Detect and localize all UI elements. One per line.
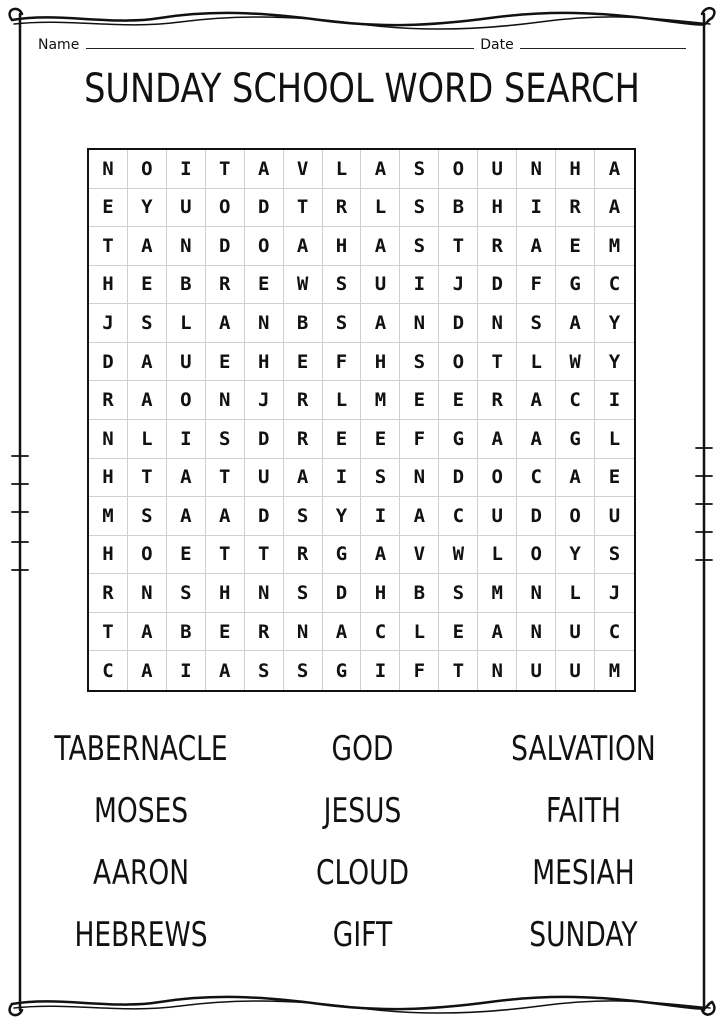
word-list-item: SUNDAY xyxy=(529,915,638,955)
grid-cell[interactable]: M xyxy=(608,659,621,682)
grid-cell[interactable]: D xyxy=(323,574,362,613)
grid-cell[interactable]: F xyxy=(323,343,362,382)
grid-cell[interactable]: H xyxy=(89,459,128,498)
grid-cell[interactable]: Y xyxy=(595,343,634,382)
grid-cell[interactable]: D xyxy=(245,189,284,228)
grid-cell[interactable]: A xyxy=(517,381,556,420)
grid-cell[interactable]: T xyxy=(206,536,245,575)
grid-cell[interactable]: R xyxy=(323,189,362,228)
grid-cell[interactable]: M xyxy=(478,574,517,613)
grid-cell[interactable]: O xyxy=(167,381,206,420)
grid-cell[interactable]: R xyxy=(89,574,128,613)
grid-cell[interactable]: T xyxy=(439,227,478,266)
grid-cell[interactable]: A xyxy=(128,381,167,420)
grid-cell[interactable]: T xyxy=(89,613,128,652)
grid-cell[interactable]: E xyxy=(556,227,595,266)
word-list-item: JESUS xyxy=(323,791,402,831)
grid-cell[interactable]: O xyxy=(517,536,556,575)
grid-cell[interactable]: I xyxy=(361,651,400,690)
name-field[interactable] xyxy=(86,34,474,49)
grid-cell[interactable]: R xyxy=(245,613,284,652)
grid-cell[interactable]: D xyxy=(439,304,478,343)
grid-cell[interactable]: I xyxy=(167,150,206,189)
grid-cell[interactable]: A xyxy=(206,304,245,343)
grid-cell[interactable]: N xyxy=(245,574,284,613)
grid-cell[interactable]: E xyxy=(361,420,400,459)
grid-cell[interactable]: E xyxy=(206,613,245,652)
grid-cell[interactable]: S xyxy=(517,304,556,343)
grid-cell[interactable]: H xyxy=(361,343,400,382)
grid-cell[interactable]: S xyxy=(595,536,634,575)
grid-cell[interactable]: S xyxy=(167,574,206,613)
grid-cell[interactable]: E xyxy=(128,266,167,305)
grid-cell[interactable]: C xyxy=(439,497,478,536)
grid-cell[interactable]: Y xyxy=(323,497,362,536)
grid-cell[interactable]: U xyxy=(167,189,206,228)
grid-cell[interactable]: U xyxy=(167,343,206,382)
grid-cell[interactable]: I xyxy=(595,381,634,420)
grid-cell[interactable]: S xyxy=(245,651,284,690)
grid-cell[interactable]: A xyxy=(556,459,595,498)
grid-cell[interactable]: S xyxy=(128,497,167,536)
grid-cell[interactable]: U xyxy=(478,497,517,536)
grid-cell[interactable]: R xyxy=(478,381,517,420)
grid-cell[interactable]: M xyxy=(89,497,128,536)
grid-cell[interactable]: T xyxy=(128,459,167,498)
grid-cell[interactable]: L xyxy=(517,343,556,382)
grid-cell[interactable]: A xyxy=(284,459,323,498)
grid-cell[interactable]: A xyxy=(206,497,245,536)
grid-cell[interactable]: A xyxy=(128,343,167,382)
grid-cell[interactable]: B xyxy=(400,574,439,613)
grid-cell[interactable]: N xyxy=(89,420,128,459)
grid-cell[interactable]: T xyxy=(439,651,478,690)
grid-cell[interactable]: J xyxy=(595,574,634,613)
grid-cell[interactable]: B xyxy=(284,304,323,343)
date-label: Date xyxy=(480,37,514,53)
grid-cell[interactable]: E xyxy=(439,381,478,420)
grid-cell[interactable]: G xyxy=(323,651,362,690)
grid-cell[interactable]: S xyxy=(284,651,323,690)
grid-cell[interactable]: O xyxy=(206,189,245,228)
grid-cell[interactable]: S xyxy=(400,343,439,382)
grid-cell[interactable]: A xyxy=(323,613,362,652)
word-search-grid xyxy=(87,148,636,692)
word-list-item: AARON xyxy=(92,853,190,893)
grid-cell[interactable]: U xyxy=(478,150,517,189)
grid-cell[interactable]: A xyxy=(478,613,517,652)
grid-cell[interactable]: F xyxy=(400,651,439,690)
grid-cell[interactable]: I xyxy=(167,651,206,690)
grid-cell[interactable]: B xyxy=(167,613,206,652)
grid-cell[interactable]: H xyxy=(245,343,284,382)
word-list-item: HEBREWS xyxy=(74,915,208,955)
grid-cell[interactable]: D xyxy=(245,497,284,536)
word-list-item: SALVATION xyxy=(511,729,656,769)
word-list-item: GOD xyxy=(331,729,394,769)
grid-cell[interactable]: S xyxy=(361,459,400,498)
grid-cell[interactable]: G xyxy=(556,266,595,305)
grid-cell[interactable]: T xyxy=(478,343,517,382)
grid-cell[interactable]: N xyxy=(400,304,439,343)
grid-cell[interactable]: B xyxy=(439,189,478,228)
grid-cell[interactable]: O xyxy=(478,459,517,498)
grid-cell[interactable]: A xyxy=(128,227,167,266)
grid-cell[interactable]: L xyxy=(400,613,439,652)
grid-cell[interactable]: A xyxy=(361,227,400,266)
grid-cell[interactable]: C xyxy=(89,651,128,690)
grid-cell[interactable]: R xyxy=(284,381,323,420)
grid-cell[interactable]: I xyxy=(167,420,206,459)
grid-cell[interactable]: N xyxy=(400,459,439,498)
grid-cell[interactable]: E xyxy=(323,420,362,459)
grid-cell[interactable]: N xyxy=(478,304,517,343)
grid-cell[interactable]: N xyxy=(517,613,556,652)
grid-cell[interactable]: H xyxy=(206,574,245,613)
grid-cell[interactable]: A xyxy=(245,150,284,189)
grid-cell[interactable]: O xyxy=(439,343,478,382)
grid-cell[interactable]: M xyxy=(361,381,400,420)
grid-cell[interactable]: N xyxy=(517,574,556,613)
grid-cell[interactable]: E xyxy=(245,266,284,305)
grid-cell[interactable]: T xyxy=(206,459,245,498)
grid-cell[interactable]: F xyxy=(400,420,439,459)
grid-cell[interactable]: D xyxy=(89,343,128,382)
grid-cell[interactable]: N xyxy=(517,150,556,189)
grid-cell[interactable]: H xyxy=(556,150,595,189)
date-field[interactable] xyxy=(520,34,686,49)
grid-cell[interactable]: O xyxy=(128,150,167,189)
grid-cell[interactable]: G xyxy=(439,420,478,459)
grid-cell[interactable]: T xyxy=(284,189,323,228)
grid-cell[interactable]: T xyxy=(89,227,128,266)
grid-cell[interactable]: I xyxy=(323,459,362,498)
grid-cell[interactable]: D xyxy=(206,227,245,266)
grid-cell[interactable]: I xyxy=(361,497,400,536)
grid-cell[interactable]: C xyxy=(517,459,556,498)
grid-cell[interactable]: E xyxy=(167,536,206,575)
grid-cell[interactable]: N xyxy=(128,574,167,613)
grid-cell[interactable]: E xyxy=(400,381,439,420)
grid-cell[interactable]: S xyxy=(284,574,323,613)
grid-cell[interactable]: S xyxy=(439,574,478,613)
grid-cell[interactable]: A xyxy=(128,613,167,652)
grid-cell[interactable]: W xyxy=(284,266,323,305)
grid-cell[interactable]: E xyxy=(284,343,323,382)
grid-cell[interactable]: A xyxy=(517,227,556,266)
name-date-line xyxy=(38,34,688,53)
grid-cell[interactable]: R xyxy=(284,420,323,459)
grid-cell[interactable]: T xyxy=(245,536,284,575)
grid-cell[interactable]: S xyxy=(284,497,323,536)
grid-cell[interactable]: A xyxy=(361,150,400,189)
grid-cell[interactable]: V xyxy=(400,536,439,575)
grid-cell[interactable]: R xyxy=(89,381,128,420)
grid-cell[interactable]: L xyxy=(128,420,167,459)
grid-cell[interactable]: O xyxy=(439,150,478,189)
grid-cell[interactable]: R xyxy=(556,189,595,228)
grid-cell[interactable]: O xyxy=(245,227,284,266)
word-list-item: TABERNACLE xyxy=(54,729,228,769)
grid-cell[interactable]: L xyxy=(556,574,595,613)
grid-cell[interactable]: D xyxy=(439,459,478,498)
grid-cell[interactable]: S xyxy=(400,189,439,228)
grid-cell[interactable]: D xyxy=(478,266,517,305)
grid-cell[interactable]: N xyxy=(206,381,245,420)
grid-cell[interactable]: A xyxy=(595,189,634,228)
grid-cell[interactable]: N xyxy=(89,150,128,189)
grid-cell[interactable]: O xyxy=(128,536,167,575)
grid-cell[interactable]: G xyxy=(323,536,362,575)
grid-cell[interactable]: E xyxy=(206,343,245,382)
word-list-item: MESIAH xyxy=(532,853,635,893)
grid-cell[interactable]: L xyxy=(167,304,206,343)
grid-cell[interactable]: U xyxy=(245,459,284,498)
grid-cell[interactable]: C xyxy=(556,381,595,420)
grid-cell[interactable]: A xyxy=(128,651,167,690)
grid-cell[interactable]: U xyxy=(517,651,556,690)
grid-cell[interactable]: W xyxy=(556,343,595,382)
grid-cell[interactable]: I xyxy=(517,189,556,228)
name-label: Name xyxy=(38,37,80,53)
grid-cell[interactable]: A xyxy=(167,459,206,498)
grid-cell[interactable]: L xyxy=(323,150,362,189)
grid-cell[interactable]: S xyxy=(323,266,362,305)
grid-cell[interactable]: M xyxy=(595,227,634,266)
grid-cell[interactable]: D xyxy=(517,497,556,536)
grid-cell[interactable]: H xyxy=(89,266,128,305)
grid-cell[interactable]: E xyxy=(89,189,128,228)
grid-cell[interactable]: A xyxy=(517,420,556,459)
grid-cell[interactable]: A xyxy=(361,536,400,575)
grid-cell[interactable]: I xyxy=(400,266,439,305)
grid-cell[interactable]: E xyxy=(595,459,634,498)
grid-cell[interactable]: A xyxy=(361,304,400,343)
grid-cell[interactable]: B xyxy=(167,266,206,305)
grid-cell[interactable]: U xyxy=(595,497,634,536)
grid-cell[interactable]: S xyxy=(400,150,439,189)
grid-cell[interactable]: A xyxy=(284,227,323,266)
grid-cell[interactable]: L xyxy=(323,381,362,420)
grid-cell[interactable]: C xyxy=(361,613,400,652)
grid-cell[interactable]: A xyxy=(556,304,595,343)
grid-cell[interactable]: C xyxy=(595,266,634,305)
grid-cell[interactable]: A xyxy=(595,150,634,189)
grid-cell[interactable]: U xyxy=(556,613,595,652)
grid-cell[interactable]: J xyxy=(89,304,128,343)
grid-cell[interactable]: U xyxy=(361,266,400,305)
grid-cell[interactable]: S xyxy=(323,304,362,343)
grid-cell[interactable]: Y xyxy=(556,536,595,575)
grid-cell[interactable]: N xyxy=(245,304,284,343)
grid-cell[interactable]: J xyxy=(245,381,284,420)
grid-cell[interactable]: R xyxy=(206,266,245,305)
word-list-item: FAITH xyxy=(546,791,621,831)
grid-cell[interactable]: L xyxy=(595,420,634,459)
grid-cell[interactable]: S xyxy=(128,304,167,343)
grid-cell[interactable]: H xyxy=(323,227,362,266)
grid-cell[interactable]: T xyxy=(206,150,245,189)
grid-cell[interactable]: N xyxy=(478,651,517,690)
grid-cell[interactable]: H xyxy=(361,574,400,613)
grid-cell[interactable]: G xyxy=(556,420,595,459)
grid-cell[interactable]: A xyxy=(167,497,206,536)
grid-cell[interactable]: Y xyxy=(595,304,634,343)
grid-cell[interactable]: C xyxy=(595,613,634,652)
grid-cell[interactable]: N xyxy=(284,613,323,652)
grid-cell[interactable]: N xyxy=(167,227,206,266)
grid-cell[interactable]: L xyxy=(361,189,400,228)
grid-cell[interactable]: S xyxy=(400,227,439,266)
grid-cell[interactable]: H xyxy=(478,189,517,228)
grid-cell[interactable]: A xyxy=(206,651,245,690)
word-list xyxy=(30,718,694,968)
grid-cell[interactable]: S xyxy=(206,420,245,459)
grid-cell[interactable]: A xyxy=(400,497,439,536)
grid-cell[interactable]: A xyxy=(478,420,517,459)
grid-cell[interactable]: W xyxy=(439,536,478,575)
grid-cell[interactable]: E xyxy=(439,613,478,652)
grid-cell[interactable]: L xyxy=(478,536,517,575)
grid-cell[interactable]: R xyxy=(284,536,323,575)
grid-cell[interactable]: D xyxy=(245,420,284,459)
grid-cell[interactable]: J xyxy=(439,266,478,305)
word-list-item: GIFT xyxy=(332,915,393,955)
word-list-item: CLOUD xyxy=(316,853,410,893)
word-list-item: MOSES xyxy=(93,791,189,831)
grid-cell[interactable]: O xyxy=(556,497,595,536)
grid-cell[interactable]: V xyxy=(284,150,323,189)
grid-cell[interactable]: H xyxy=(89,536,128,575)
grid-cell[interactable]: U xyxy=(556,651,595,690)
grid-cell[interactable]: F xyxy=(517,266,556,305)
grid-cell[interactable]: Y xyxy=(128,189,167,228)
grid-cell[interactable]: R xyxy=(478,227,517,266)
page-title: SUNDAY SCHOOL WORD SEARCH xyxy=(84,66,640,112)
